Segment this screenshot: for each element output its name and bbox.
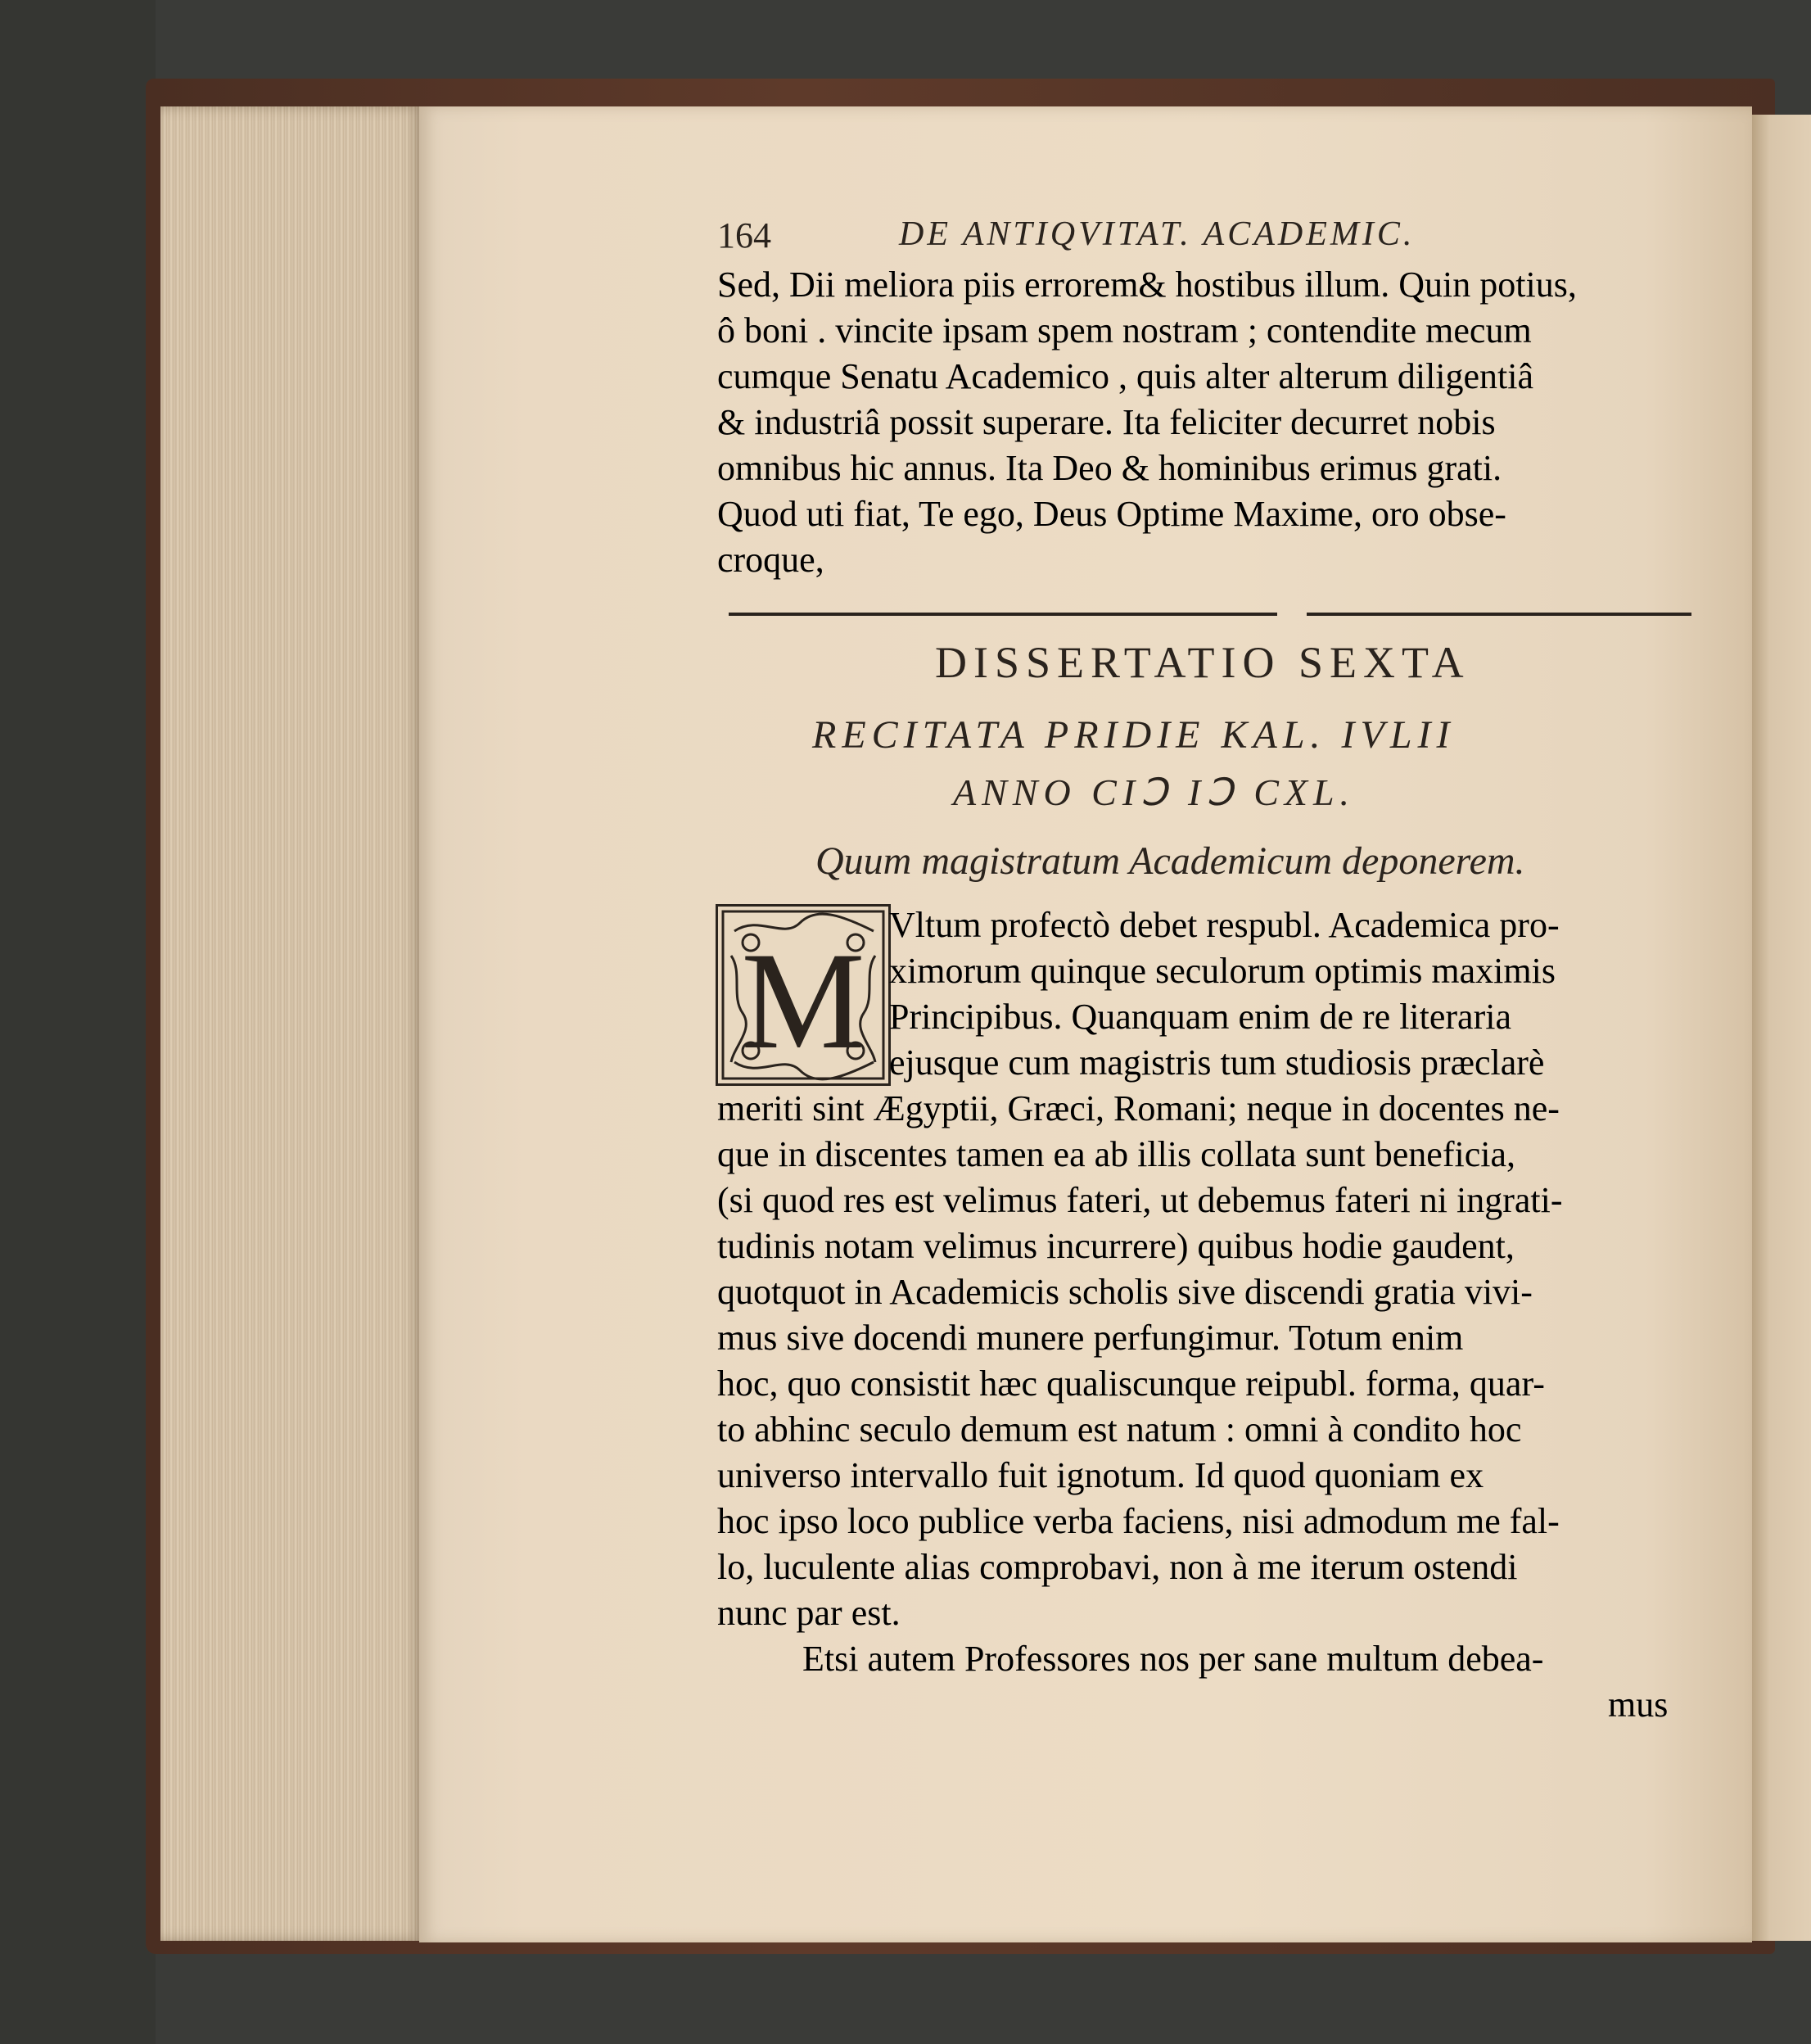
text-line: Quod uti fiat, Te ego, Deus Optime Maxime, oro obse- bbox=[717, 494, 1506, 534]
text-line: ô boni . vincite ipsam spem nostram ; contendite mecum bbox=[717, 310, 1532, 350]
year-line: ANNO CIↃ IↃ CXL. bbox=[953, 771, 1356, 813]
divider-rule-left bbox=[729, 613, 1277, 616]
initial-letter: M bbox=[741, 924, 865, 1078]
text-line: & industriâ possit superare. Ita feliciter decurret nobis bbox=[717, 402, 1496, 442]
catchword: mus bbox=[1608, 1684, 1669, 1725]
text-line: Etsi autem Professores nos per sane multum debea- bbox=[802, 1639, 1544, 1679]
text-line: ximorum quinque seculorum optimis maximis bbox=[889, 951, 1556, 991]
text-line: (si quod res est velimus fateri, ut debemus fateri ni ingrati- bbox=[717, 1180, 1563, 1220]
text-line: tudinis notam velimus incurrere) quibus hodie gaudent, bbox=[717, 1226, 1515, 1266]
text-line: croque, bbox=[717, 540, 824, 580]
ornament-icon bbox=[718, 907, 888, 1083]
text-line: cumque Senatu Academico , quis alter alterum diligentiâ bbox=[717, 356, 1534, 396]
divider-rule-right bbox=[1307, 613, 1691, 616]
dissertation-title: DISSERTATIO SEXTA bbox=[935, 638, 1470, 687]
text-line: que in discentes tamen ea ab illis collata sunt beneficia, bbox=[717, 1134, 1515, 1174]
background-left bbox=[0, 0, 156, 2044]
text-line: nunc par est. bbox=[717, 1593, 901, 1633]
text-line: to abhinc seculo demum est natum : omni à condito hoc bbox=[717, 1409, 1522, 1449]
page-number: 164 bbox=[717, 215, 771, 256]
page-edges bbox=[160, 106, 422, 1941]
subtitle: Quum magistratum Academicum deponerem. bbox=[815, 839, 1525, 883]
facing-page-edge bbox=[1752, 115, 1811, 1941]
text-line: hoc ipso loco publice verba faciens, nisi admodum me fal- bbox=[717, 1501, 1560, 1541]
recitation-line: RECITATA PRIDIE KAL. IVLII bbox=[812, 713, 1456, 757]
decorated-initial bbox=[716, 904, 891, 1086]
text-line: mus sive docendi munere perfungimur. Totum enim bbox=[717, 1318, 1464, 1358]
text-line: omnibus hic annus. Ita Deo & hominibus erimus grati. bbox=[717, 448, 1502, 488]
text-line: universo intervallo fuit ignotum. Id quod quoniam ex bbox=[717, 1455, 1484, 1495]
text-line: Principibus. Quanquam enim de re literaria bbox=[889, 997, 1511, 1037]
text-line: meriti sint Ægyptii, Græci, Romani; neque in docentes ne- bbox=[717, 1088, 1560, 1128]
text-line: Vltum profectò debet respubl. Academica pro- bbox=[889, 905, 1560, 945]
text-line: Sed, Dii meliora piis errorem& hostibus illum. Quin potius, bbox=[717, 265, 1577, 305]
text-line: quotquot in Academicis scholis sive discendi gratia vivi- bbox=[717, 1272, 1533, 1312]
text-line: ejusque cum magistris tum studiosis præclarè bbox=[889, 1042, 1545, 1083]
running-title: DE ANTIQVITAT. ACADEMIC. bbox=[899, 215, 1416, 253]
text-line: hoc, quo consistit hæc qualiscunque reipubl. forma, quar- bbox=[717, 1363, 1545, 1404]
text-line: lo, luculente alias comprobavi, non à me iterum ostendi bbox=[717, 1547, 1518, 1587]
